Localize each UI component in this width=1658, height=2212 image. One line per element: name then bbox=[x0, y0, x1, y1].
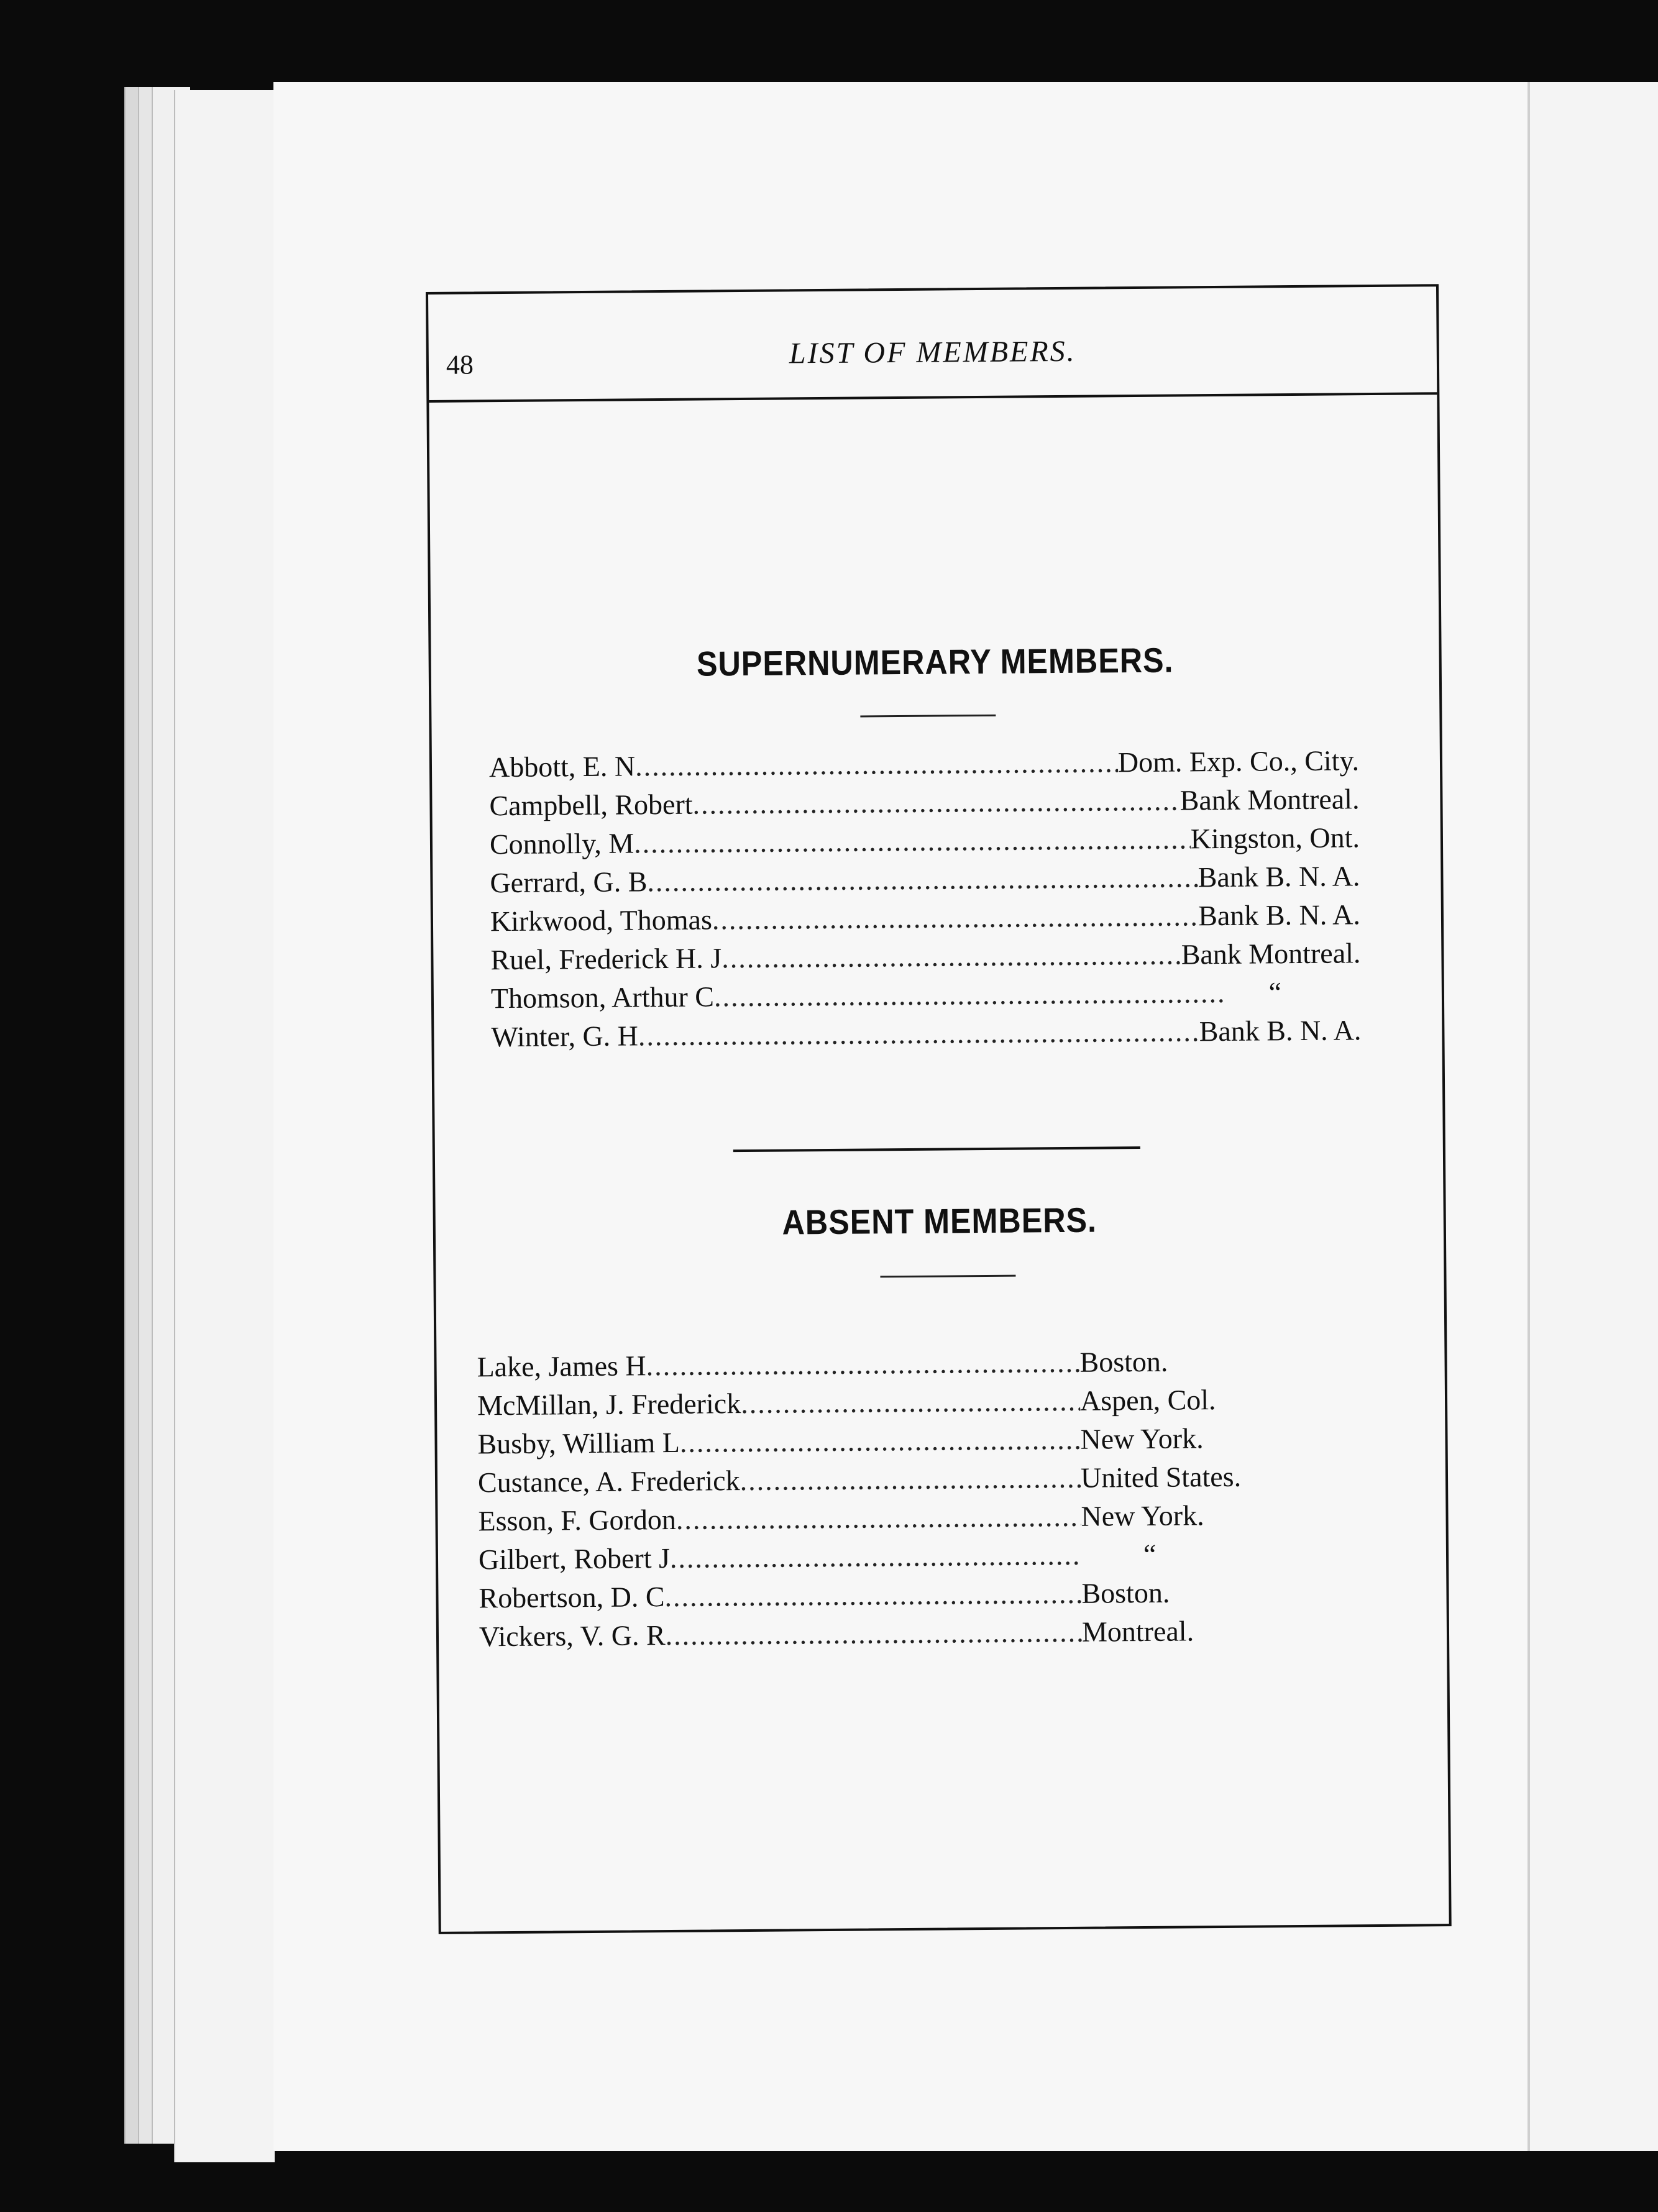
dot-leader bbox=[670, 1538, 1081, 1574]
list-item bbox=[490, 821, 1360, 866]
dot-leader bbox=[680, 1423, 1081, 1459]
member-name: Thomson, Arthur C bbox=[490, 980, 715, 1015]
absent-heading: ABSENT MEMBERS. bbox=[782, 1200, 1097, 1242]
dot-leader bbox=[740, 1461, 1081, 1497]
section-divider bbox=[733, 1146, 1140, 1152]
member-place: United States. bbox=[1080, 1460, 1242, 1494]
member-name: Kirkwood, Thomas bbox=[490, 903, 713, 938]
list-item bbox=[478, 1460, 1267, 1504]
member-place: Bank B. N. A. bbox=[1198, 860, 1360, 893]
member-name: Gilbert, Robert J bbox=[478, 1542, 671, 1576]
dot-leader bbox=[635, 746, 1118, 782]
member-name: Vickers, V. G. R bbox=[479, 1619, 666, 1653]
member-place: Dom. Exp. Co., City. bbox=[1117, 744, 1360, 779]
list-item bbox=[491, 1013, 1361, 1059]
list-item bbox=[489, 782, 1359, 828]
member-name: Esson, F. Gordon bbox=[478, 1503, 677, 1537]
page-edge bbox=[174, 90, 275, 2162]
list-item bbox=[490, 898, 1360, 943]
list-item bbox=[479, 1614, 1268, 1658]
dot-leader bbox=[741, 1384, 1080, 1420]
page-number: 48 bbox=[446, 349, 474, 380]
dot-leader bbox=[721, 938, 1181, 974]
list-item bbox=[491, 975, 1361, 1020]
member-name: Connolly, M bbox=[489, 827, 634, 861]
running-head bbox=[428, 286, 1437, 403]
list-item bbox=[490, 936, 1360, 982]
list-item bbox=[477, 1344, 1266, 1389]
list-item bbox=[479, 1575, 1268, 1620]
member-place: Kingston, Ont. bbox=[1190, 821, 1360, 855]
member-name: McMillan, J. Frederick bbox=[477, 1387, 741, 1422]
running-title: LIST OF MEMBERS. bbox=[789, 334, 1076, 370]
heading-rule bbox=[860, 715, 996, 718]
member-place: Aspen, Col. bbox=[1079, 1384, 1216, 1417]
member-place: New York. bbox=[1080, 1422, 1204, 1455]
member-name: Winter, G. H bbox=[491, 1020, 639, 1053]
list-item bbox=[478, 1498, 1267, 1543]
dot-leader bbox=[712, 899, 1199, 936]
heading-rule bbox=[880, 1275, 1015, 1278]
list-item bbox=[490, 859, 1360, 905]
member-name: Campbell, Robert bbox=[489, 788, 693, 822]
dot-leader bbox=[665, 1616, 1082, 1652]
member-name: Gerrard, G. B bbox=[490, 866, 648, 899]
text-frame bbox=[426, 284, 1452, 1934]
member-place: Bank Montreal. bbox=[1181, 937, 1361, 971]
member-place: Bank B. N. A. bbox=[1199, 1014, 1362, 1048]
supernumerary-list bbox=[489, 744, 1362, 1059]
dot-leader bbox=[676, 1500, 1081, 1536]
dot-leader bbox=[692, 784, 1180, 820]
member-place: Boston. bbox=[1081, 1576, 1170, 1609]
member-place: Montreal. bbox=[1081, 1615, 1194, 1648]
dot-leader bbox=[647, 861, 1198, 898]
list-item bbox=[479, 1537, 1268, 1581]
member-place-ditto: “ bbox=[1268, 976, 1282, 1008]
list-item bbox=[477, 1382, 1266, 1427]
member-name: Custance, A. Frederick bbox=[477, 1465, 740, 1499]
facing-page-edge bbox=[1527, 82, 1658, 2151]
dot-leader bbox=[714, 976, 1225, 1013]
member-place: Bank Montreal. bbox=[1179, 783, 1360, 816]
list-item bbox=[489, 744, 1359, 789]
supernumerary-heading: SUPERNUMERARY MEMBERS. bbox=[696, 640, 1174, 683]
member-name: Busby, William L bbox=[477, 1426, 680, 1460]
member-name: Lake, James H bbox=[477, 1350, 646, 1383]
absent-list bbox=[477, 1344, 1268, 1658]
dot-leader bbox=[634, 822, 1191, 859]
member-name: Abbott, E. N bbox=[488, 750, 636, 784]
dot-leader bbox=[638, 1015, 1199, 1052]
member-name: Ruel, Frederick H. J bbox=[490, 942, 722, 976]
member-place: Bank B. N. A. bbox=[1198, 898, 1361, 932]
dot-leader bbox=[664, 1577, 1081, 1613]
member-place: New York. bbox=[1081, 1499, 1204, 1532]
member-place-ditto: “ bbox=[1143, 1538, 1156, 1570]
member-name: Robertson, D. C bbox=[479, 1581, 665, 1614]
member-place: Boston. bbox=[1079, 1345, 1168, 1378]
dot-leader bbox=[646, 1346, 1079, 1382]
list-item bbox=[477, 1421, 1266, 1466]
